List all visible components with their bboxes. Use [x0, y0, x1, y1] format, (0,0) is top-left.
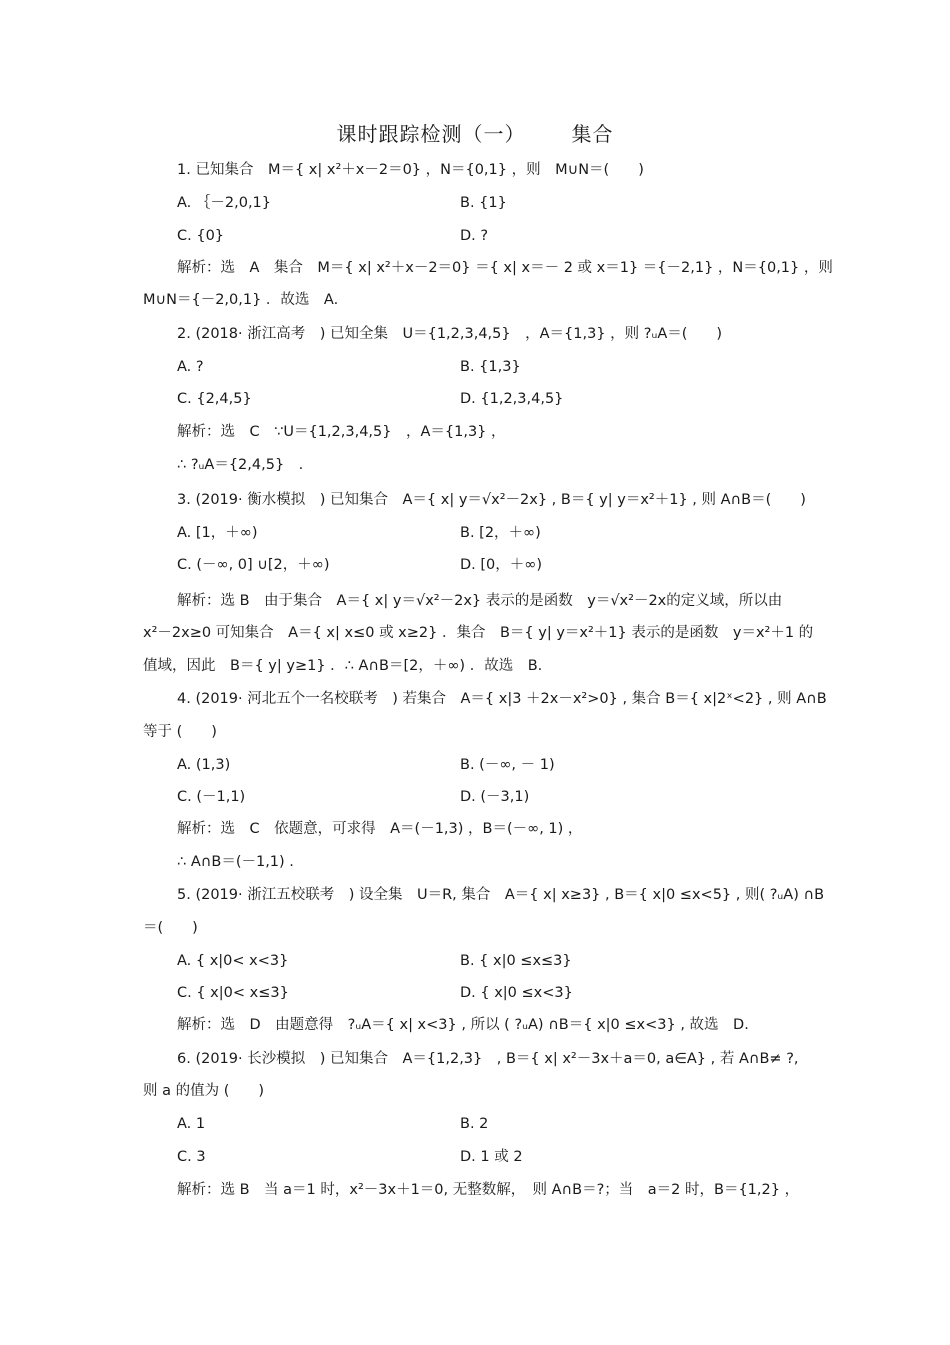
q2-option-c: C. {2,4,5}	[177, 391, 252, 407]
q3-option-c: C. (－∞, 0] ∪[2，＋∞)	[177, 557, 330, 573]
q4-option-a: A. (1,3)	[177, 757, 231, 773]
q1-option-c: C. {0}	[177, 228, 225, 244]
q2-option-a: A. ?	[177, 359, 204, 375]
question-1: 1. 已知集合 M＝{ x| x²＋x－2＝0} ，N＝{0,1} ，则 M∪N＝( )	[177, 162, 644, 178]
q2-solution-line-1: 解析：选 C ∵U＝{1,2,3,4,5} ，A＝{1,3} ，	[177, 424, 506, 440]
q5-solution: 解析：选 D 由题意得 ?ᵤA＝{ x| x<3} , 所以 ( ?ᵤA) ∩B＝{ x|0 ≤x<3} , 故选 D.	[177, 1017, 749, 1033]
q4-solution-line-1: 解析：选 C 依题意，可求得 A＝(－1,3) ，B＝(－∞, 1) ，	[177, 821, 583, 837]
q4-option-b: B. (－∞, － 1)	[460, 757, 555, 773]
q4-option-d: D. (－3,1)	[460, 789, 530, 805]
q3-solution-line-3: 值域，因此 B＝{ y| y≥1} ．∴ A∩B＝[2，＋∞) ．故选 B.	[143, 658, 543, 674]
q1-solution-line-1: 解析：选 A 集合 M＝{ x| x²＋x－2＝0} ＝{ x| x＝－ 2 或 x＝1} ＝{－2,1} ，N＝{0,1} ，则	[177, 260, 833, 276]
title-topic: 集合	[571, 122, 614, 146]
question-3: 3. (2019· 衡水模拟 ) 已知集合 A＝{ x| y＝√x²－2x} , B＝{ y| y＝x²＋1} , 则 A∩B＝( )	[177, 492, 806, 508]
q3-solution-line-2: x²－2x≥0 可知集合 A＝{ x| x≤0 或 x≥2} ．集合 B＝{ y| y＝x²＋1} 表示的是函数 y＝x²＋1 的	[143, 625, 814, 641]
q3-option-d: D. [0，＋∞)	[460, 557, 543, 573]
q1-option-d: D. ?	[460, 228, 489, 244]
q4-option-c: C. (－1,1)	[177, 789, 246, 805]
q6-option-d: D. 1 或 2	[460, 1149, 523, 1165]
q2-option-d: D. {1,2,3,4,5}	[460, 391, 564, 407]
q5-option-b: B. { x|0 ≤x≤3}	[460, 953, 572, 969]
q3-option-b: B. [2，＋∞)	[460, 525, 541, 541]
question-6-cont: 则 a 的值为 ( )	[143, 1083, 265, 1099]
q6-option-b: B. 2	[460, 1116, 489, 1132]
q5-option-a: A. { x|0< x<3}	[177, 953, 289, 969]
q6-option-a: A. 1	[177, 1116, 206, 1132]
page-title	[0, 118, 950, 147]
question-5-cont: ＝( )	[143, 920, 198, 936]
q1-option-b: B. {1}	[460, 195, 507, 211]
q6-solution-line-1: 解析：选 B 当 a＝1 时，x²－3x＋1＝0, 无整数解， 则 A∩B＝?；当 a＝2 时，B＝{1,2} ，	[177, 1182, 800, 1198]
question-4: 4. (2019· 河北五个一名校联考 ) 若集合 A＝{ x|3 ＋2x－x²>0} , 集合 B＝{ x|2ˣ<2} , 则 A∩B	[177, 691, 827, 707]
question-5: 5. (2019· 浙江五校联考 ) 设全集 U＝R, 集合 A＝{ x| x≥3} , B＝{ x|0 ≤x<5} , 则( ?ᵤA) ∩B	[177, 887, 825, 903]
question-4-cont: 等于 ( )	[143, 724, 217, 740]
q3-solution-line-1: 解析：选 B 由于集合 A＝{ x| y＝√x²－2x} 表示的是函数 y＝√x²－2x的定义域，所以由	[177, 593, 783, 609]
q2-option-b: B. {1,3}	[460, 359, 521, 375]
q1-solution-line-2: M∪N＝{－2,0,1} ．故选 A.	[143, 292, 339, 308]
q3-option-a: A. [1，＋∞)	[177, 525, 258, 541]
q6-option-c: C. 3	[177, 1149, 206, 1165]
q1-option-a: A. ｛－2,0,1}	[177, 195, 272, 211]
q4-solution-line-2: ∴ A∩B＝(－1,1) .	[177, 854, 294, 870]
title-main: 课时跟踪检测（一）	[336, 122, 526, 146]
q5-option-d: D. { x|0 ≤x<3}	[460, 985, 573, 1001]
question-2: 2. (2018· 浙江高考 ) 已知全集 U＝{1,2,3,4,5} ，A＝{1,3} ，则 ?ᵤA＝( )	[177, 326, 723, 342]
q5-option-c: C. { x|0< x≤3}	[177, 985, 289, 1001]
question-6: 6. (2019· 长沙模拟 ) 已知集合 A＝{1,2,3} , B＝{ x| x²－3x＋a＝0, a∈A} , 若 A∩B≠ ?,	[177, 1051, 799, 1067]
q2-solution-line-2: ∴ ?ᵤA＝{2,4,5} .	[177, 457, 304, 473]
